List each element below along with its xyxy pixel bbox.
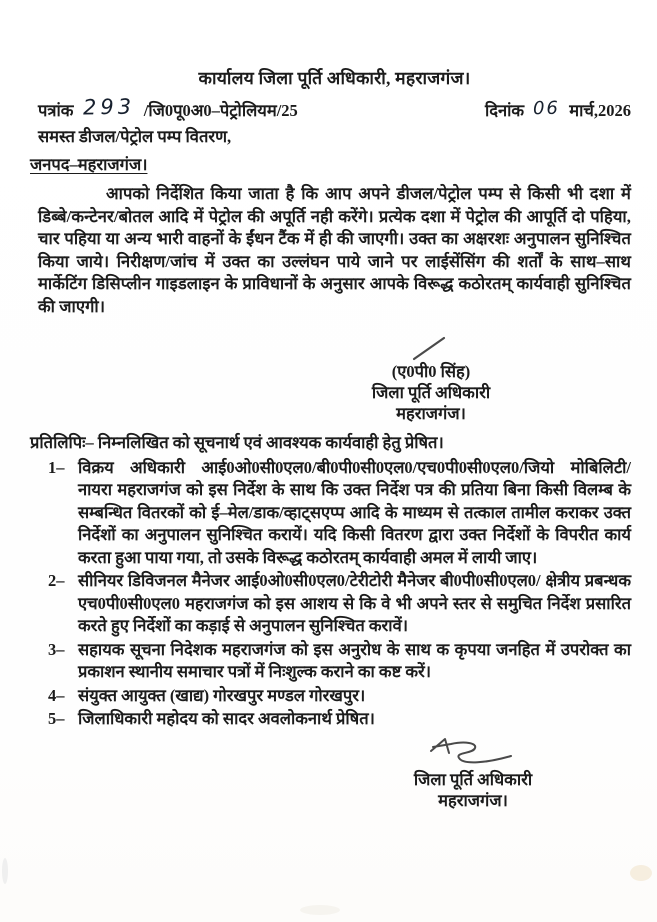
office-title: कार्यालय जिला पूर्ति अधिकारी, महराजगंज। <box>198 68 471 88</box>
list-item-text: विक्रय अधिकारी आई0ओ0सी0एल0/बी0पी0सी0एल0/एच0पी0सी0एल0/जियो मोबिलिटी/ नायरा महराजगंज को इस निर्देश के साथ कि उक्त निर्देश पत्र की प्रतिया बिना किसी विलम्ब के सम्बन्धित वितरकों को ई–मेल/डाक/व्हाट्सएप्प आदि के माध्यम से तत्काल तामील कराकर उक्त निर्देशों का अनुपालन सुनिश्चित करायें। यदि किसी वितरण द्वारा उक्त निर्देशों के विपरीत कार्य करता हुआ पाया गया, तो उसके विरूद्ध कठोरतम् कार्यवाही अमल में लायी जाए। <box>78 457 631 567</box>
date-month-year: मार्च,2026 <box>569 101 631 120</box>
list-item-text: संयुक्त आयुक्त (खाद्य) गोरखपुर मण्डल गोरखपुर। <box>78 685 366 705</box>
signatory-block-top <box>336 335 526 424</box>
signature-slash-icon <box>410 335 450 361</box>
list-item <box>38 685 631 708</box>
scan-artifact <box>300 905 340 915</box>
list-item-number: 4– <box>48 685 65 705</box>
list-item-number: 5– <box>48 709 65 728</box>
list-item-text: सहायक सूचना निदेशक महराजगंज को इस अनुरोध के साथ क कृपया जनहित में उपरोक्त का प्रकाशन स्थानीय समाचार पत्रों में निःशुल्क कराने का कष्ट करें। <box>78 639 631 681</box>
signatory-place: महराजगंज। <box>438 790 508 810</box>
scan-artifact <box>2 858 8 884</box>
date-day-handwritten: 06 <box>533 97 561 120</box>
addressee-line-2 <box>30 150 631 175</box>
letter-date <box>485 98 631 121</box>
list-item <box>38 457 631 570</box>
signatory-place: महराजगंज। <box>396 403 466 423</box>
signature-scrawl-icon <box>425 735 517 769</box>
signatory-designation: जिला पूर्ति अधिकारी <box>371 382 491 402</box>
date-label: दिनांक <box>484 101 525 120</box>
list-item-text: सीनियर डिविजनल मैनेजर आई0ओ0सी0एल0/टेरीटोरी मैनेजर बी0पी0सी0एल0/ क्षेत्रीय प्रबन्धक एच0पी0सी0एल0 महराजगंज को इस आशय से कि वे भी अपने स्तर से समुचित निर्देश प्रसारित करते हुए निर्देशों का कड़ाई से अनुपालन सुनिश्चित करावें। <box>78 571 631 635</box>
list-item-number: 3– <box>48 639 65 659</box>
addressee-district: जनपद–महराजगंज। <box>30 155 148 174</box>
list-item-number: 1– <box>48 457 65 477</box>
scan-artifact <box>630 865 652 881</box>
letter-body-paragraph: आपको निर्देशित किया जाता है कि आप अपने डीजल/पेट्रोल पम्प से किसी भी दशा में डिब्बे/कन्टेनर/बोतल आदि में पेट्रोल की अपूर्ति नही करेंगे। प्रत्येक दशा में पेट्रोल की आपूर्ति दो पहिया, चार पहिया या अन्य भारी वाहनों के ईंधन टैंक में ही की जाएगी। उक्त का अक्षरशः अनुपालन सुनिश्चित किया जाये। निरीक्षण/जांच में उक्त का उल्लंघन पाये जाने पर लाईसेंसिंग की शर्तों के साथ–साथ मार्केटिंग डिसिप्लीन गाइडलाइन के प्राविधानों के अनुसार आपके विरूद्ध कठोरतम् कार्यवाही सुनिश्चित की जाएगी। <box>38 184 631 316</box>
reference-date-row <box>38 94 631 121</box>
list-item <box>38 708 631 731</box>
list-item-number: 2– <box>48 571 65 590</box>
reference-number-handwritten: 293 <box>82 94 135 120</box>
addressee-line-1: समस्त डीजल/पेट्रोल पम्प वितरण, <box>38 127 232 146</box>
copy-distribution-list <box>38 457 631 731</box>
handwritten-signature <box>373 735 573 769</box>
list-item <box>38 570 631 638</box>
signatory-designation: जिला पूर्ति अधिकारी <box>413 769 533 789</box>
letter-content <box>30 66 631 811</box>
reference-label: पत्रांक <box>38 101 74 120</box>
signature-stroke <box>336 335 526 361</box>
list-item <box>38 639 631 684</box>
copy-distribution-heading: प्रतिलिपिः– निम्नलिखित को सूचनार्थ एवं आवश्यक कार्यवाही हेतु प्रेषित। <box>30 432 444 452</box>
reference-number <box>38 94 298 121</box>
signatory-name: (ए0पी0 सिंह) <box>391 361 471 381</box>
reference-suffix: /जि0पू0अ0–पेट्रोलियम/25 <box>143 101 298 120</box>
list-item-text: जिलाधिकारी महोदय को सादर अवलोकनार्थ प्रेषित। <box>78 709 375 728</box>
signatory-block-bottom <box>373 735 573 811</box>
